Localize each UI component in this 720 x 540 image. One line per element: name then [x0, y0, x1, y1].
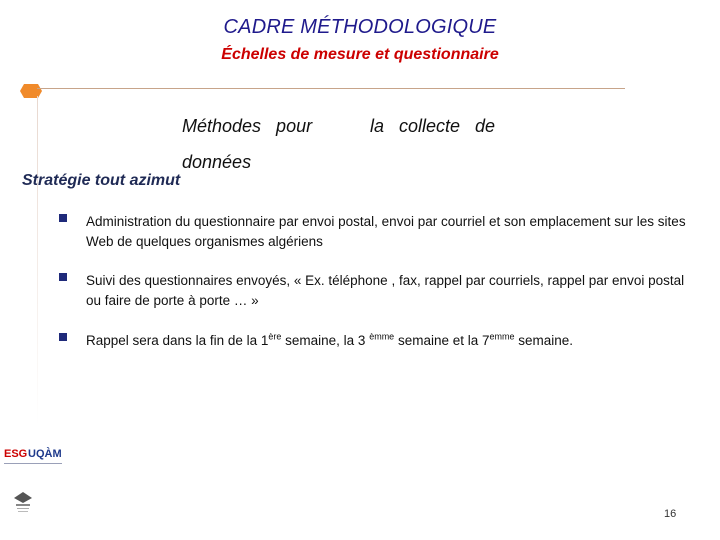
page-number: 16 [664, 508, 677, 520]
section-heading-part1: Méthodes pour [182, 116, 313, 136]
bullet-square-icon [59, 333, 67, 341]
strategy-heading: Stratégie tout azimut [22, 172, 181, 189]
bullet-item-1: Administration du questionnaire par envoi postal, envoi par courriel et son emplacement sur les sites Web de quelques organismes algériens [86, 214, 686, 249]
section-heading-part2: la collecte de [370, 116, 496, 136]
bullet-square-icon [59, 214, 67, 222]
logo-uqam: UQÀM [28, 448, 62, 460]
logo-divider [4, 463, 62, 464]
header-rule [37, 88, 625, 89]
logo-esg: ESG [4, 448, 28, 460]
bullet-item-3: Rappel sera dans la fin de la 1ère semaine, la 3 $^{èmme}$ semaine et la $7^{emme}$ semaine. [86, 331, 574, 348]
bullet-square-icon [59, 273, 67, 281]
left-rule [37, 96, 38, 426]
slide-title: CADRE MÉTHODOLOGIQUE [223, 16, 497, 38]
slide-subtitle: Échelles de mesure et questionnaire [221, 46, 499, 63]
bullet-item-2: Suivi des questionnaires envoyés, « Ex. téléphone , fax, rappel par courriels, rappel par envoi postal ou faire de porte à porte … » [86, 273, 685, 308]
pentagon-icon [20, 84, 42, 98]
emblem-icon [12, 490, 34, 516]
section-heading-part3: données [182, 152, 252, 172]
